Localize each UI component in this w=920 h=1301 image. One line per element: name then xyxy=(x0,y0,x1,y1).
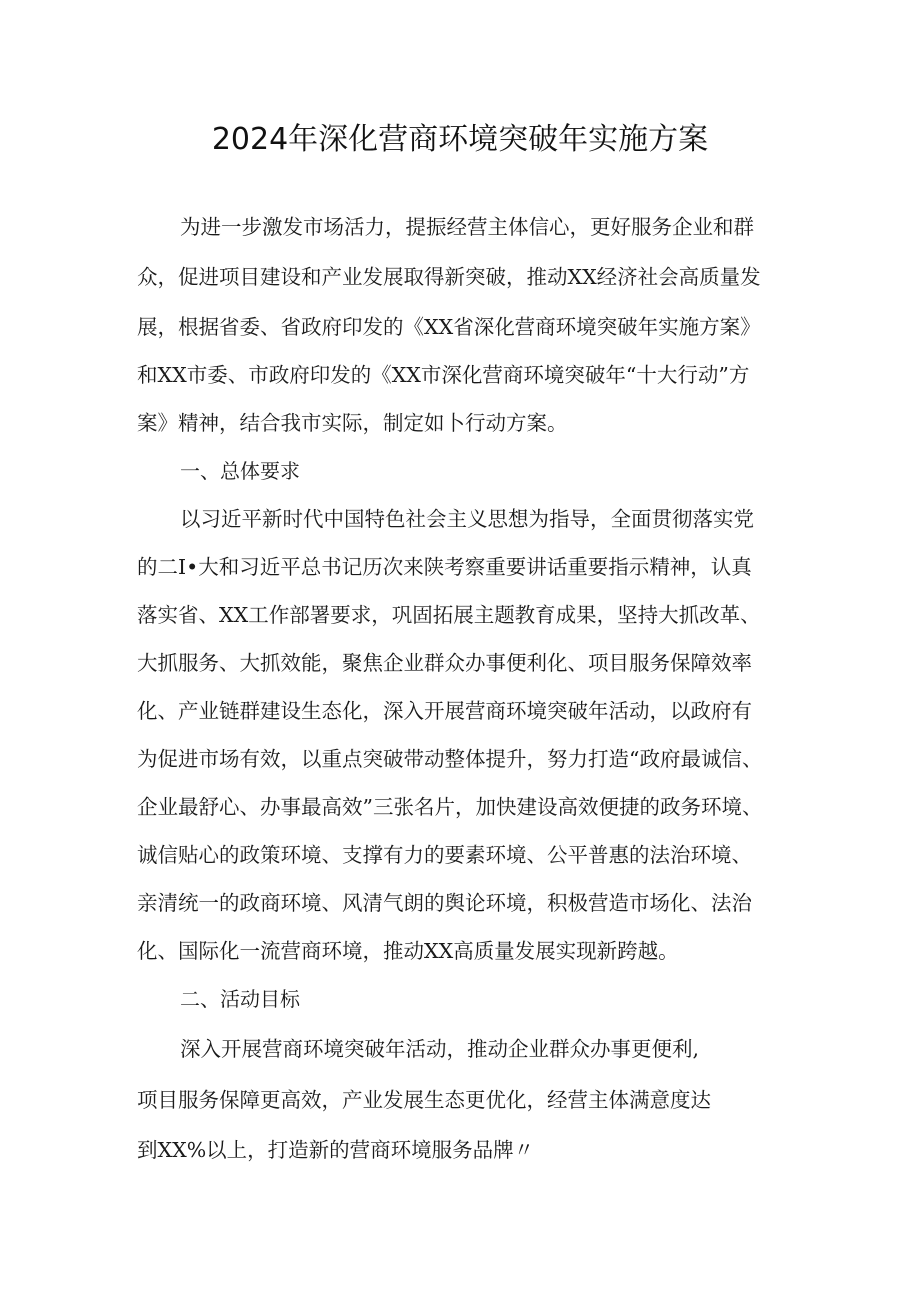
document-title: 2024年深化营商环境突破年实施方案 xyxy=(211,122,709,157)
paragraph-line: 深入开展营商环境突破年活动，推动企业群众办事更便利, xyxy=(180,1037,700,1061)
paragraph-line: 为进一步激发市场活力，提振经营主体信心，更好服务企业和群 xyxy=(180,215,754,239)
paragraph-line: 化、产业链群建设生态化，深入开展营商环境突破年活动，以政府有 xyxy=(137,699,752,723)
paragraph-line: 和XX市委、市政府印发的《XX市深化营商环境突破年“十大行动”方 xyxy=(137,363,750,387)
paragraph-line: 到XX%以上，打造新的营商环境服务品牌〃 xyxy=(137,1138,535,1162)
paragraph-line: 众，促进项目建设和产业发展取得新突破，推动XX经济社会高质量发 xyxy=(137,265,761,289)
paragraph-line: 以习近平新时代中国特色社会主义思想为指导，全面贯彻落实党 xyxy=(180,507,754,531)
section-heading: 一、总体要求 xyxy=(180,459,300,483)
paragraph-line: 落实省、XX工作部署要求，巩固拓展主题教育成果，坚持大抓改革、 xyxy=(137,603,761,627)
section-heading: 二、活动目标 xyxy=(180,987,300,1011)
paragraph-line: 化、国际化一流营商环境，推动XX高质量发展实现新跨越。 xyxy=(137,939,679,963)
paragraph-line: 为促进市场有效，以重点突破带动整体提升，努力打造“政府最诚信、 xyxy=(137,747,763,771)
paragraph-line: 案》精神，结合我市实际，制定如卜行动方案。 xyxy=(137,411,568,435)
paragraph-line: 诚信贴心的政策环境、支撑有力的要素环境、公平普惠的法治环境、 xyxy=(137,843,752,867)
paragraph-line: 的二I•大和习近平总书记历次来陕考察重要讲话重要指示精神，认真 xyxy=(137,555,752,579)
paragraph-line: 亲清统一的政商环境、风清气朗的舆论环境，积极营造市场化、法治 xyxy=(137,891,752,915)
paragraph-line: 项目服务保障更高效，产业发展生态更优化，经营主体满意度达 xyxy=(137,1088,711,1112)
paragraph-line: 企业最舒心、办事最高效”三张名片，加快建设高效便捷的政务环境、 xyxy=(137,795,763,819)
paragraph-line: 展，根据省委、省政府印发的《XX省深化营商环境突破年实施方案》 xyxy=(137,315,761,339)
paragraph-line: 大抓服务、大抓效能，聚焦企业群众办事便利化、项目服务保障效率 xyxy=(137,651,752,675)
